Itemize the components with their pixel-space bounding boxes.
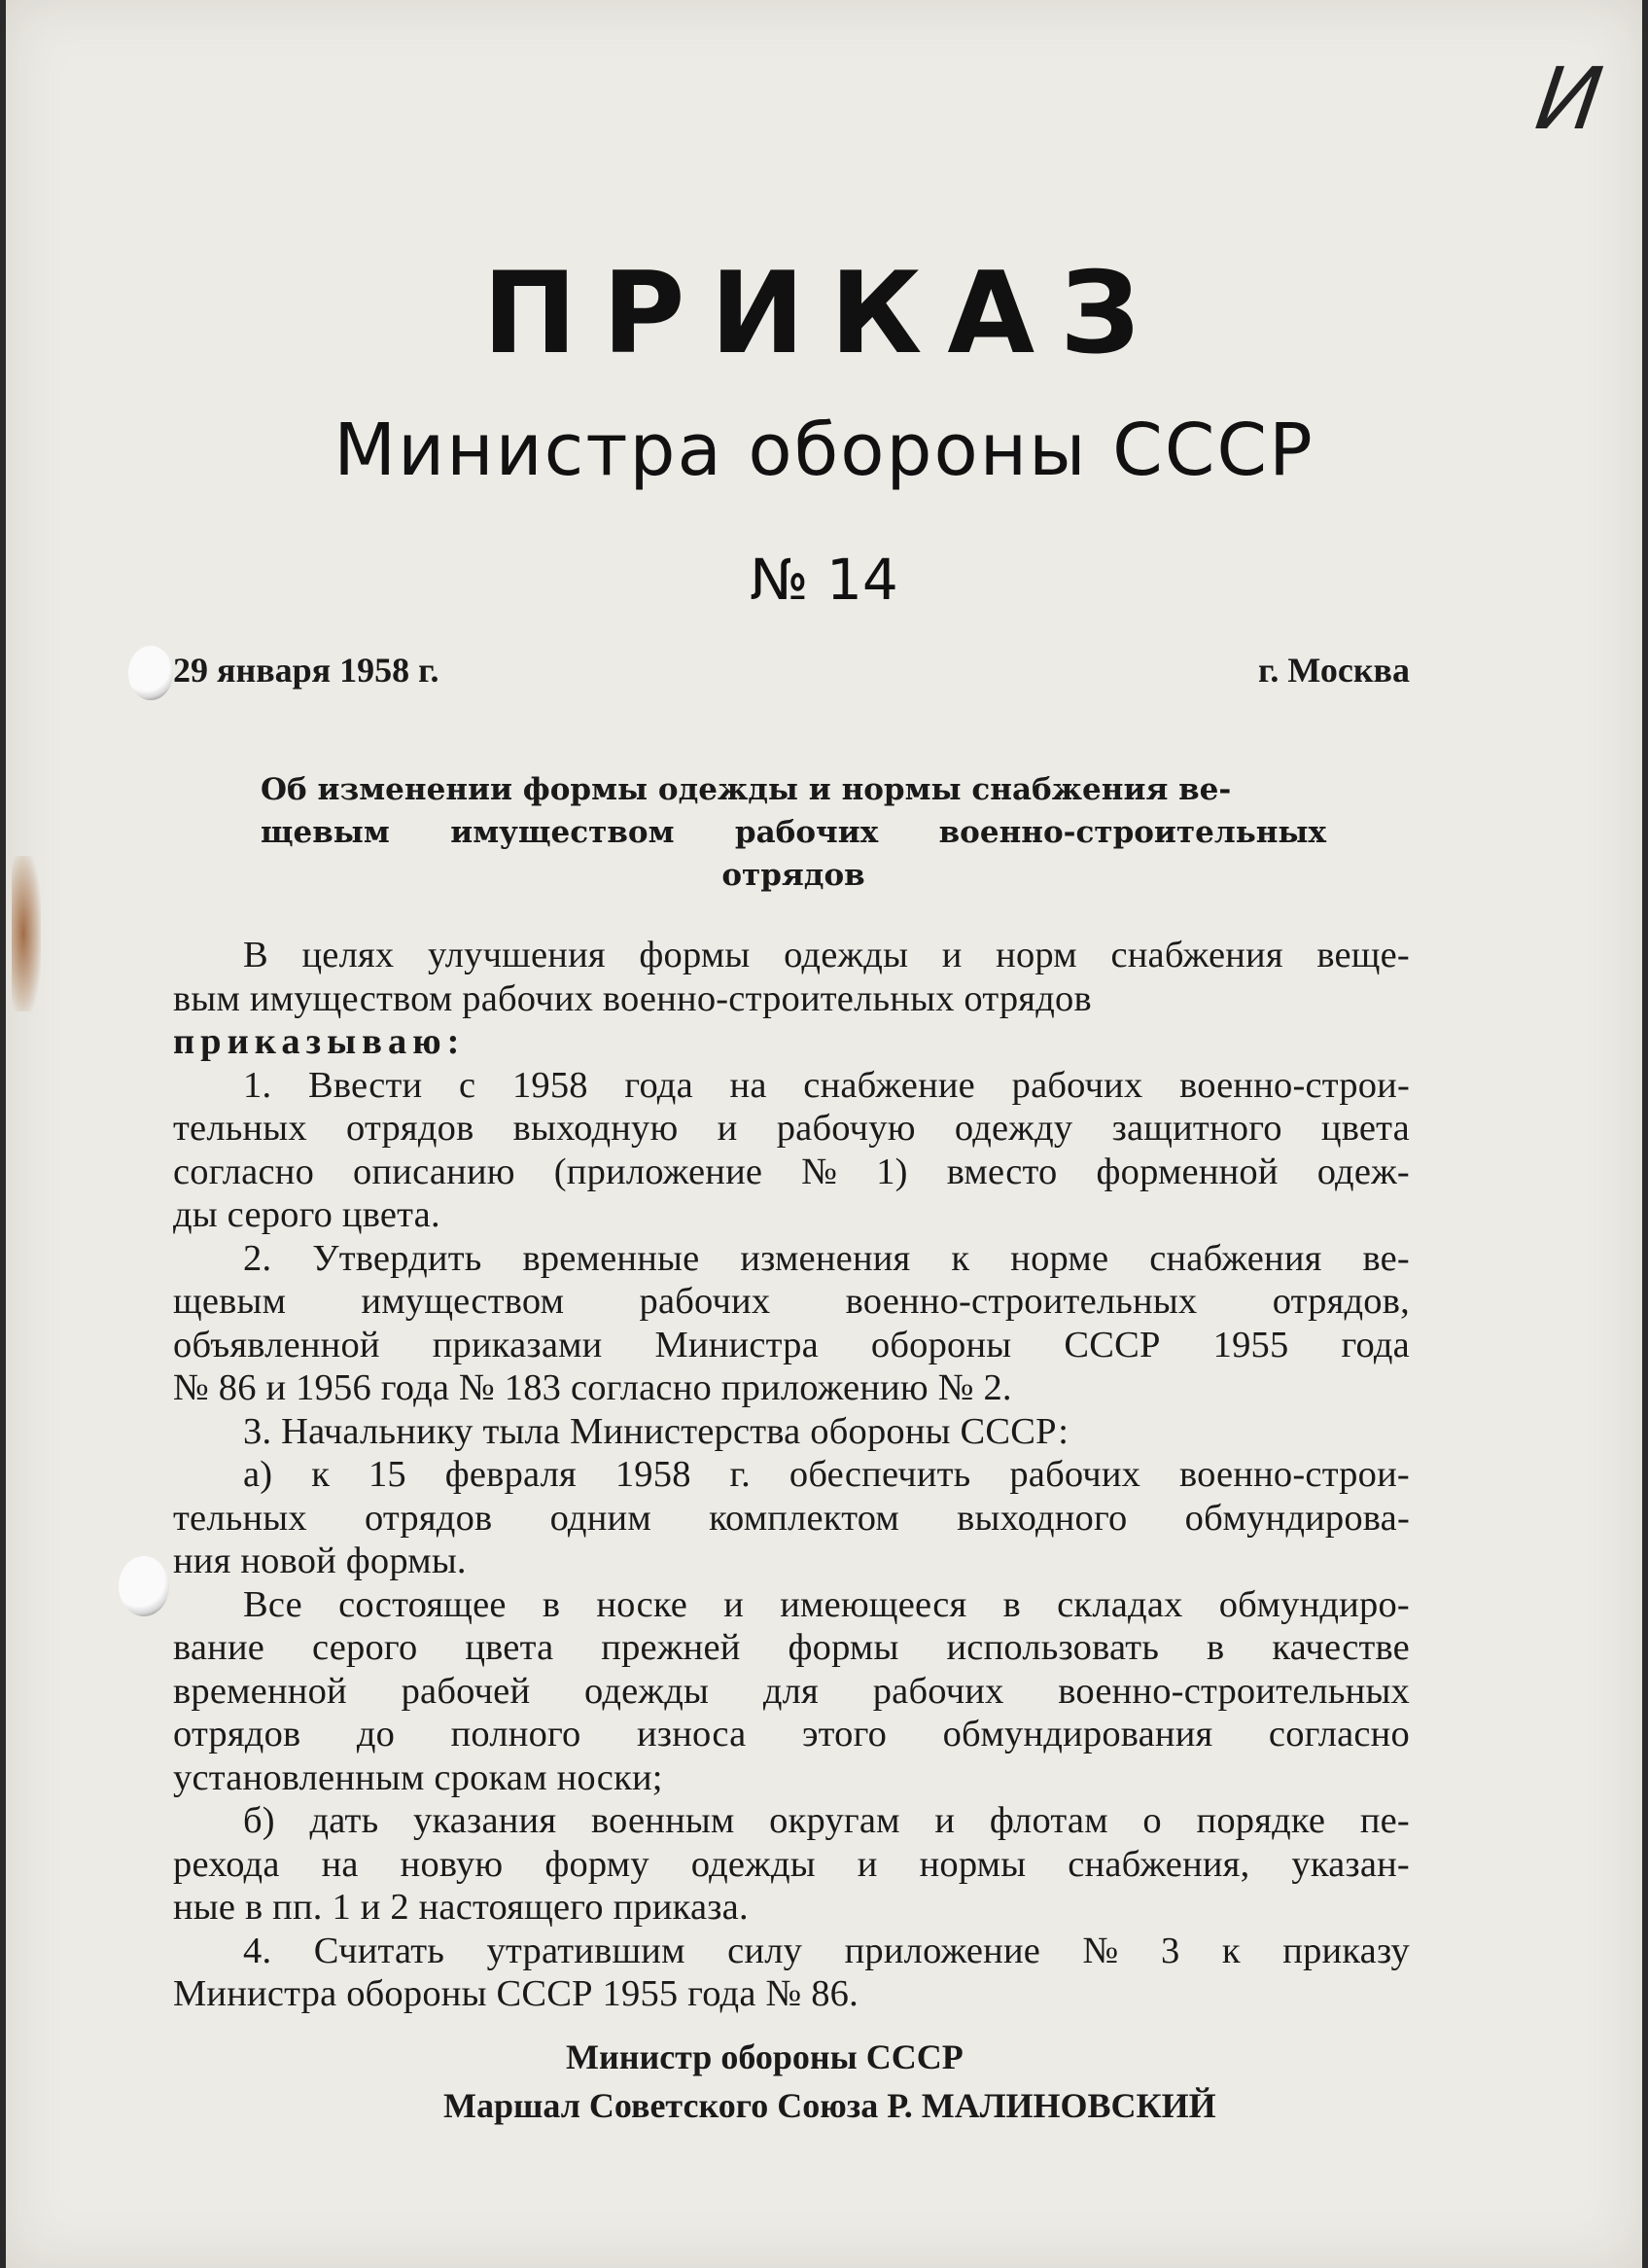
body-line: рехода на новую форму одежды и нормы снабжения, указан-: [173, 1843, 1410, 1885]
body-line: тельных отрядов одним комплектом выходного обмундирова-: [173, 1497, 1410, 1539]
order-body: [173, 934, 1410, 2016]
signature-name: Маршал Советского Союза Р. МАЛИНОВСКИЙ: [443, 2086, 1216, 2125]
punch-hole-top: [128, 646, 173, 700]
body-line: ные в пп. 1 и 2 настоящего приказа.: [173, 1887, 749, 1928]
body-line: ния новой формы.: [173, 1541, 467, 1581]
order-heading: [261, 768, 1326, 897]
body-line: временной рабочей одежды для рабочих военно-строительных: [173, 1670, 1410, 1712]
body-line: В целях улучшения формы одежды и норм снабжения веще-: [243, 935, 1410, 975]
body-line: а) к 15 февраля 1958 г. обеспечить рабочих военно-строи-: [243, 1454, 1410, 1495]
body-line: отрядов до полного износа этого обмундирования согласно: [173, 1714, 1410, 1754]
heading-line: Об изменении формы одежды и нормы снабжения ве-: [261, 772, 1232, 807]
order-date: 29 января 1958 г.: [173, 651, 439, 690]
body-line: согласно описанию (приложение № 1) вместо форменной одеж-: [173, 1151, 1410, 1192]
date-line: [173, 650, 1410, 691]
body-line: тельных отрядов выходную и рабочую одежду защитного цвета: [173, 1108, 1410, 1149]
body-line: вым имуществом рабочих военно-строительных отрядов: [173, 977, 1092, 1019]
body-line: установленным срокам носки;: [173, 1756, 663, 1798]
order-place: г. Москва: [1258, 651, 1410, 690]
body-line: объявленной приказами Министра обороны СССР 1955 года: [173, 1324, 1410, 1365]
body-line: 1. Ввести с 1958 года на снабжение рабочих военно-строи-: [243, 1064, 1410, 1106]
body-line: ды серого цвета.: [173, 1194, 440, 1235]
handwritten-note: И: [1529, 49, 1609, 149]
body-line: 2. Утвердить временные изменения к норме снабжения ве-: [243, 1237, 1410, 1279]
body-line: щевым имуществом рабочих военно-строительных отрядов,: [173, 1281, 1410, 1322]
body-line: Министра обороны СССР 1955 года № 86.: [173, 1973, 859, 2014]
body-line: Все состоящее в носке и имеющееся в складах обмундиро-: [243, 1583, 1410, 1625]
order-subtitle: Министра обороны СССР: [333, 408, 1315, 492]
order-title: ПРИКАЗ: [482, 248, 1166, 379]
heading-line: щевым имуществом рабочих военно-строительных: [261, 815, 1326, 850]
rust-stain: [12, 856, 41, 1011]
punch-hole-bottom: [119, 1556, 169, 1616]
body-line: приказываю:: [173, 1021, 466, 1062]
heading-line: отрядов: [721, 858, 865, 893]
body-line: 3. Начальнику тыла Министерства обороны СССР:: [243, 1410, 1069, 1452]
body-line: вание серого цвета прежней формы использовать в качестве: [173, 1627, 1410, 1668]
body-line: б) дать указания военным округам и флотам о порядке пе-: [243, 1800, 1410, 1841]
signature-position: Министр обороны СССР: [566, 2038, 964, 2076]
body-line: № 86 и 1956 года № 183 согласно приложению № 2.: [173, 1367, 1012, 1408]
body-line: 4. Считать утратившим силу приложение № 3 к приказу: [243, 1930, 1410, 1971]
order-number: № 14: [750, 547, 898, 613]
document-page: [6, 0, 1642, 2268]
